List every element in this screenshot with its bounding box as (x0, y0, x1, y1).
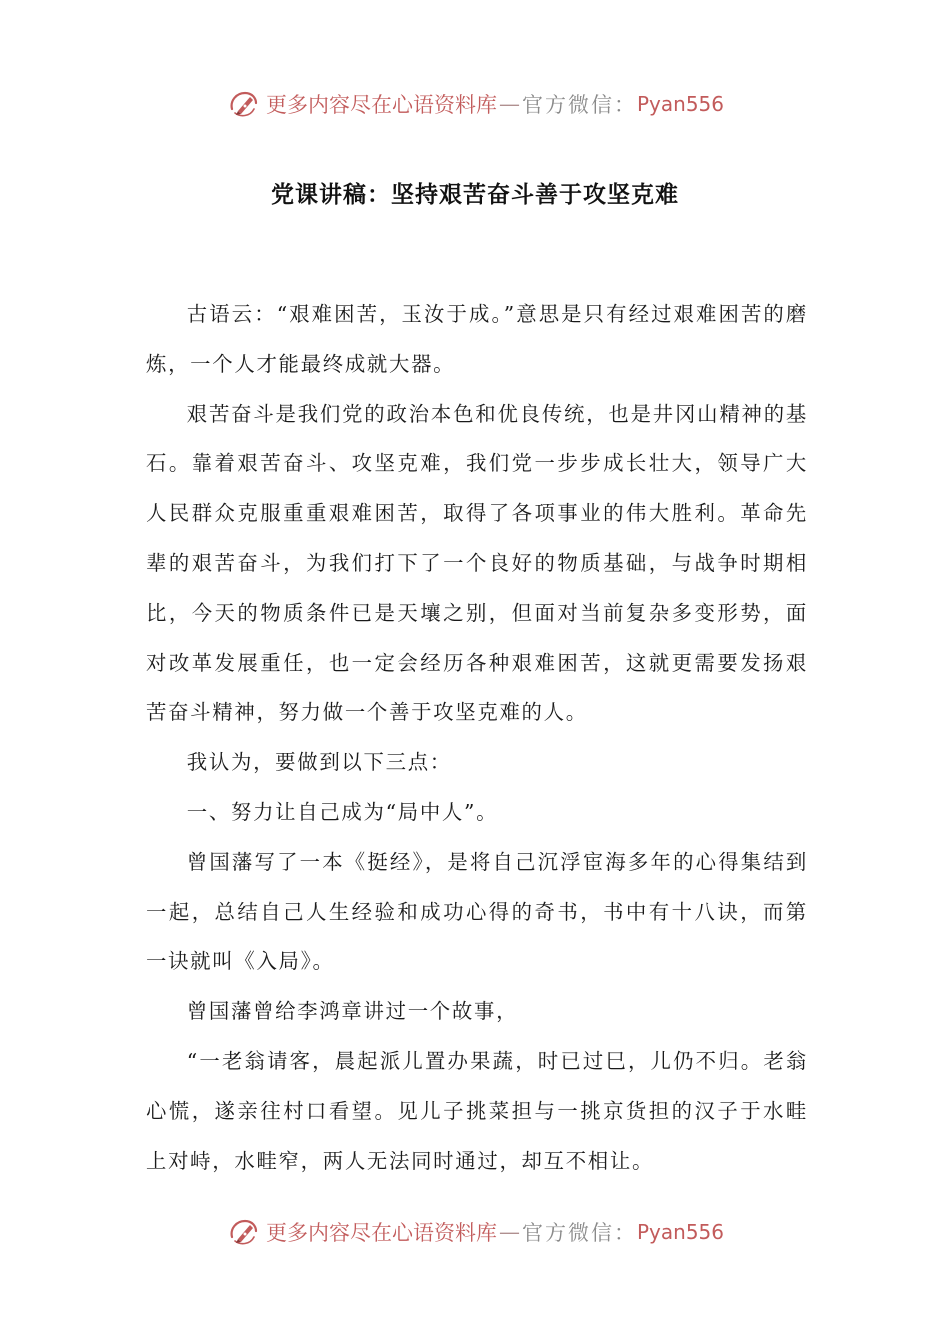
document-title: 党课讲稿：坚持艰苦奋斗善于攻坚克难 (271, 182, 679, 208)
banner-text-main: 更多内容尽在心语资料库 (265, 93, 497, 117)
header-watermark-banner (0, 82, 950, 126)
banner-dash: — (498, 92, 520, 116)
paragraph-5: 曾国藩写了一本《挺经》，是将自己沉浮宦海多年的心得集结到一起，总结自己人生经验和成功心得的奇书，书中有十八诀，而第一诀就叫《入局》。 (146, 849, 808, 974)
banner-text-main: 更多内容尽在心语资料库 (265, 1221, 497, 1245)
paragraph-2: 艰苦奋斗是我们党的政治本色和优良传统，也是井冈山精神的基石。靠着艰苦奋斗、攻坚克难，我们党一步步成长壮大，领导广大人民群众克服重重艰难困苦，取得了各项事业的伟大胜利。革命先辈的艰苦奋斗，为我们打下了一个良好的物质基础，与战争时期相比，今天的物质条件已是天壤之别，但面对当前复杂多变形势，面对改革发展重任，也一定会经历各种艰难困苦，这就更需要发扬艰苦奋斗精神，努力做一个善于攻坚克难的人。 (146, 401, 808, 725)
paragraph-6: 曾国藩曾给李鸿章讲过一个故事， (186, 999, 519, 1024)
paragraph-3: 我认为，要做到以下三点： (186, 750, 452, 775)
paragraph-4: 一、努力让自己成为“局中人”。 (186, 799, 499, 824)
paragraph-7: “一老翁请客，晨起派儿置办果蔬，时已过巳，儿仍不归。老翁心慌，遂亲往村口看望。见儿子挑菜担与一挑京货担的汉子于水畦上对峙，水畦窄，两人无法同时通过，却互不相让。 (146, 1048, 808, 1173)
banner-text-wechat-label: 官方微信： (521, 93, 637, 117)
paragraph-1: 古语云：“艰难困苦，玉汝于成。”意思是只有经过艰难困苦的磨炼，一个人才能最终成就大器。 (146, 302, 808, 376)
pen-nib-circle-icon (226, 87, 260, 121)
footer-watermark-banner (0, 1210, 950, 1254)
document-body (146, 290, 808, 1186)
banner-dash: — (498, 1220, 520, 1244)
pen-nib-circle-icon (226, 1215, 260, 1249)
banner-wechat-id: Pyan556 (636, 92, 724, 116)
banner-wechat-id: Pyan556 (636, 1220, 724, 1244)
banner-text-wechat-label: 官方微信： (521, 1221, 637, 1245)
